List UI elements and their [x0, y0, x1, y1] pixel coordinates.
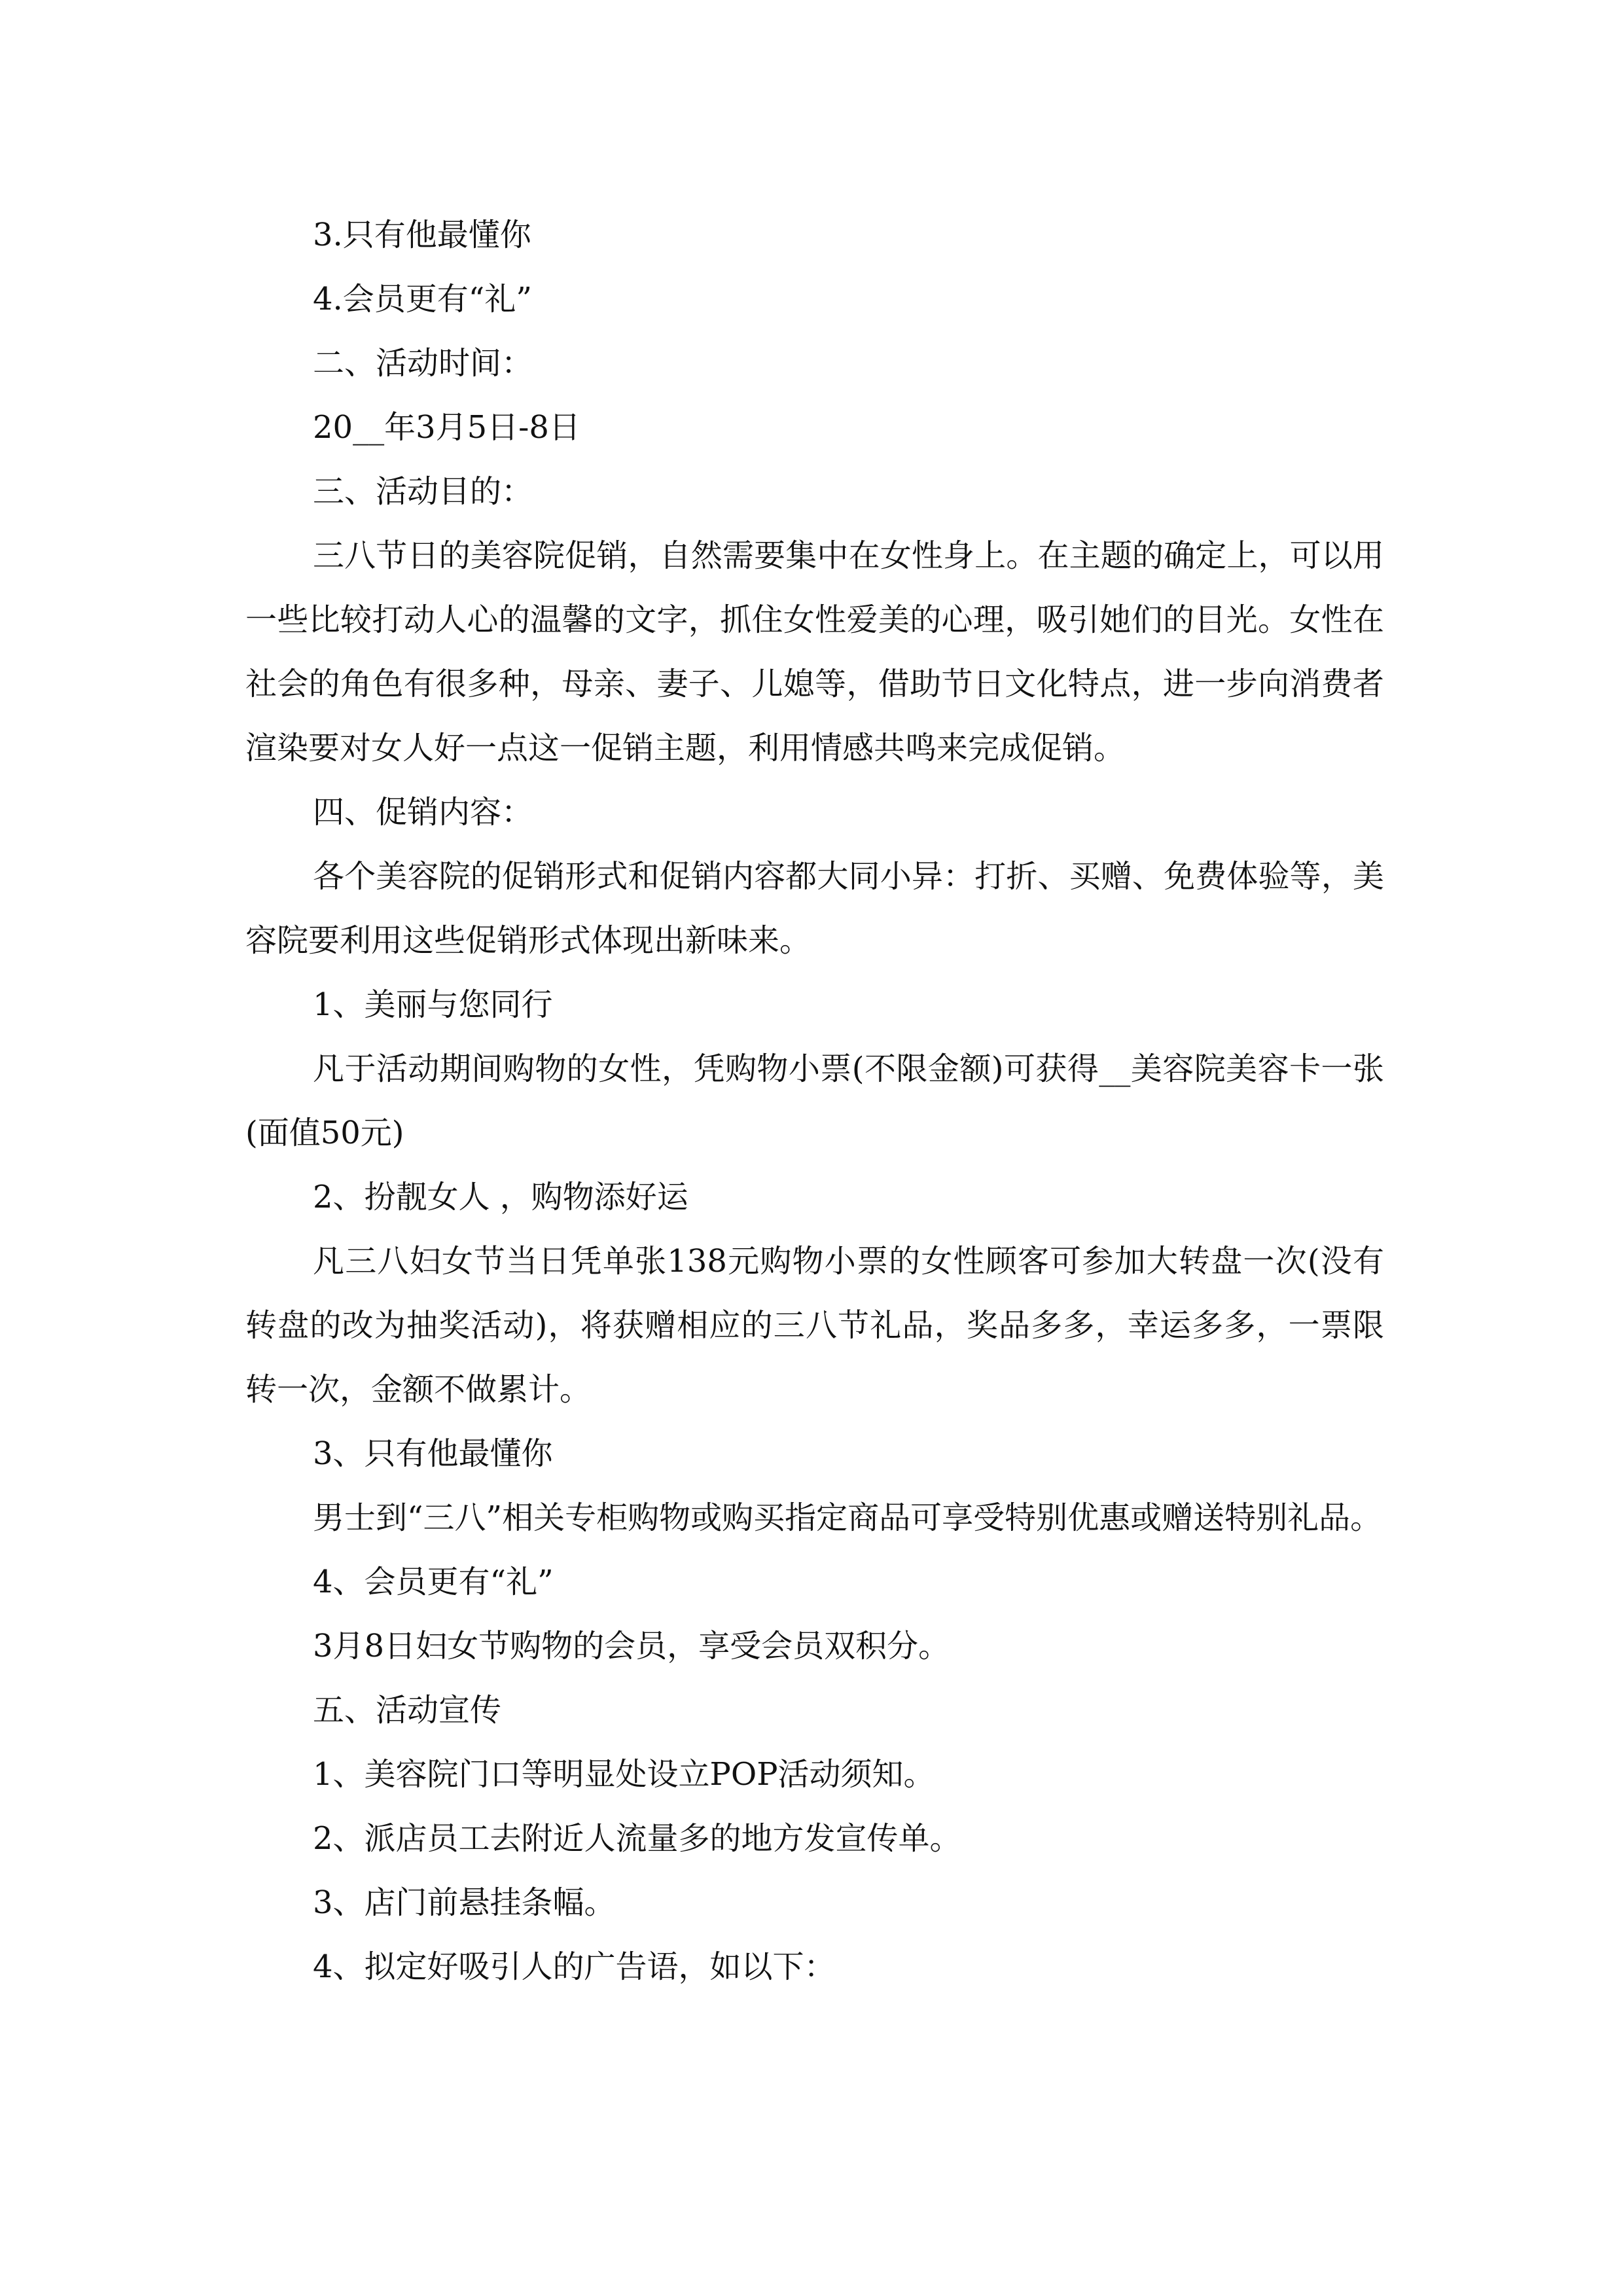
- subheading-understand: 3、只有他最懂你: [313, 1435, 553, 1472]
- section-heading-time: 二、活动时间：: [313, 345, 533, 382]
- luck-paragraph: 凡三八妇女节当日凭单张138元购物小票的女性顾客可参加大转盘一次(没有转盘的改为抽奖活动)，将获赠相应的三八节礼品，奖品多多，幸运多多，一票限转一次，金额不做累计。: [245, 1243, 1384, 1408]
- list-item-4: 4.会员更有“礼”: [313, 281, 532, 317]
- list-item-3: 3.只有他最懂你: [313, 217, 531, 253]
- beauty-paragraph: 凡于活动期间购物的女性，凭购物小票(不限金额)可获得__美容院美容卡一张(面值50元): [245, 1050, 1384, 1151]
- member-paragraph: 3月8日妇女节购物的会员，享受会员双积分。: [313, 1628, 950, 1664]
- subheading-luck: 2、扮靓女人 ，购物添好运: [313, 1179, 688, 1215]
- promotion-item-2: 2、派店员工去附近人流量多的地方发宣传单。: [313, 1820, 961, 1857]
- section-heading-content: 四、促销内容：: [313, 794, 533, 831]
- subheading-beauty: 1、美丽与您同行: [313, 986, 553, 1023]
- promotion-item-3: 3、店门前悬挂条幅。: [313, 1884, 616, 1921]
- document-body: [245, 203, 1384, 1999]
- section-heading-purpose: 三、活动目的：: [313, 473, 533, 510]
- understand-paragraph: 男士到“三八”相关专柜购物或购买指定商品可享受特别优惠或赠送特别礼品。: [313, 1499, 1382, 1536]
- content-intro-paragraph: 各个美容院的促销形式和促销内容都大同小异：打折、买赠、免费体验等，美容院要利用这些促销形式体现出新味来。: [245, 858, 1384, 959]
- activity-date: 20__年3月5日-8日: [313, 409, 580, 446]
- section-heading-promotion: 五、活动宣传: [313, 1692, 502, 1729]
- promotion-item-1: 1、美容院门口等明显处设立POP活动须知。: [313, 1756, 935, 1793]
- subheading-member: 4、会员更有“礼”: [313, 1564, 554, 1600]
- promotion-item-4: 4、拟定好吸引人的广告语，如以下：: [313, 1948, 836, 1985]
- purpose-paragraph: 三八节日的美容院促销，自然需要集中在女性身上。在主题的确定上，可以用一些比较打动人心的温馨的文字，抓住女性爱美的心理，吸引她们的目光。女性在社会的角色有很多种，母亲、妻子、儿媳等，借助节日文化特点，进一步向消费者渲染要对女人好一点这一促销主题，利用情感共鸣来完成促销。: [245, 537, 1384, 766]
